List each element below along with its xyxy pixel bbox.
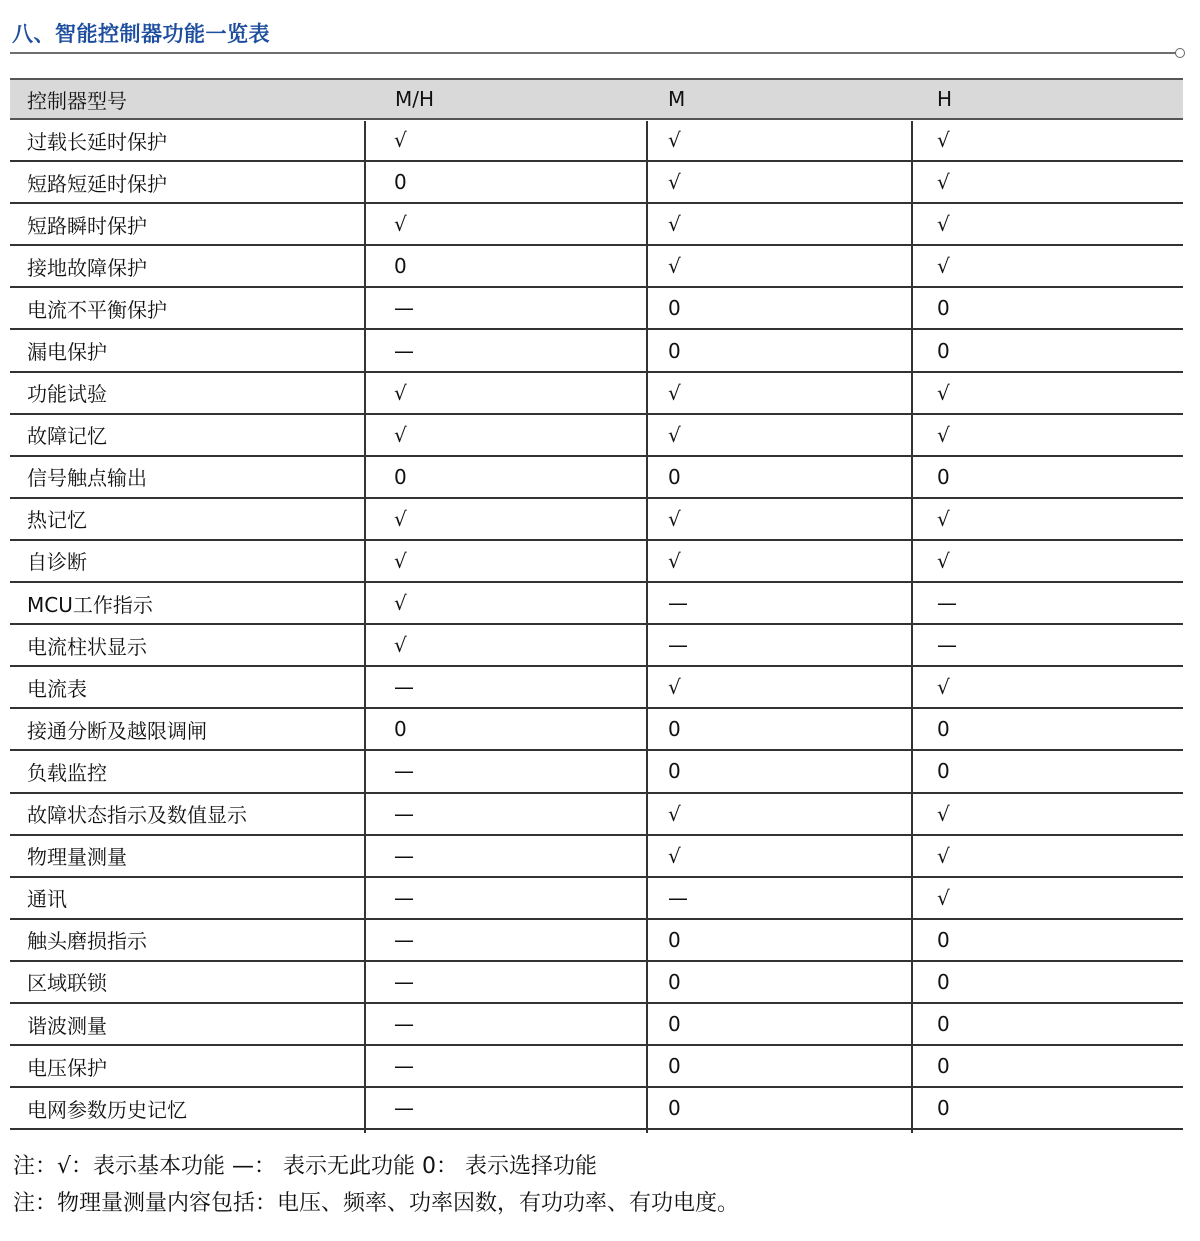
m-value: √: [668, 212, 681, 237]
mh-value: —: [394, 296, 414, 321]
feature-name: 过载长延时保护: [27, 129, 167, 154]
header-model: 控制器型号: [27, 88, 127, 113]
header-m: M: [668, 87, 686, 111]
feature-name: 短路短延时保护: [27, 171, 167, 196]
table-row: [10, 751, 1183, 793]
mh-value: 0: [394, 717, 407, 742]
mh-value: 0: [394, 254, 407, 279]
column-divider: [364, 121, 366, 1133]
m-value: 0: [668, 338, 681, 363]
mh-value: —: [394, 675, 414, 700]
m-value: √: [668, 675, 681, 700]
table-row: [10, 709, 1183, 751]
h-value: √: [937, 885, 950, 910]
h-value: 0: [937, 464, 950, 489]
feature-name: 物理量测量: [27, 845, 127, 870]
h-value: √: [937, 212, 950, 237]
m-value: √: [668, 506, 681, 531]
title-divider: [10, 52, 1176, 54]
mh-value: —: [394, 927, 414, 952]
feature-name: 接通分断及越限调闸: [27, 718, 207, 743]
mh-value: √: [394, 633, 407, 658]
table-row: [10, 625, 1183, 667]
feature-name: 触头磨损指示: [27, 929, 147, 954]
mh-value: —: [394, 1096, 414, 1121]
h-value: 0: [937, 338, 950, 363]
m-value: 0: [668, 969, 681, 994]
m-value: 0: [668, 464, 681, 489]
mh-value: √: [394, 422, 407, 447]
h-value: 0: [937, 1054, 950, 1079]
m-value: √: [668, 548, 681, 573]
feature-name: 电网参数历史记忆: [27, 1097, 187, 1122]
divider-end-circle-icon: [1175, 48, 1185, 58]
h-value: √: [937, 675, 950, 700]
table-row: [10, 415, 1183, 457]
m-value: √: [668, 254, 681, 279]
m-value: √: [668, 170, 681, 195]
measurement-note: 注：物理量测量内容包括：电压、频率、功率因数，有功功率、有功电度。: [13, 1191, 740, 1216]
h-value: √: [937, 801, 950, 826]
feature-name: 通讯: [27, 887, 67, 912]
table-row: [10, 1004, 1183, 1046]
table-row: [10, 541, 1183, 583]
m-value: 0: [668, 759, 681, 784]
mh-value: 0: [394, 464, 407, 489]
h-value: 0: [937, 927, 950, 952]
h-value: —: [937, 591, 957, 616]
table-row: [10, 330, 1183, 372]
mh-value: √: [394, 212, 407, 237]
m-value: 0: [668, 717, 681, 742]
header-mh: M/H: [395, 87, 435, 111]
table-row: [10, 162, 1183, 204]
h-value: √: [937, 506, 950, 531]
m-value: 0: [668, 1012, 681, 1037]
feature-name: 漏电保护: [27, 340, 107, 365]
feature-name: 故障状态指示及数值显示: [27, 803, 247, 828]
table-row: [10, 962, 1183, 1004]
mh-value: —: [394, 801, 414, 826]
table-row: [10, 204, 1183, 246]
m-value: 0: [668, 927, 681, 952]
h-value: 0: [937, 717, 950, 742]
mh-value: —: [394, 969, 414, 994]
feature-name: 区域联锁: [27, 971, 107, 996]
m-value: 0: [668, 1054, 681, 1079]
table-row: [10, 836, 1183, 878]
h-value: 0: [937, 759, 950, 784]
feature-name: 热记忆: [27, 508, 87, 533]
feature-name: 负载监控: [27, 760, 107, 785]
m-value: —: [668, 633, 688, 658]
h-value: —: [937, 633, 957, 658]
h-value: √: [937, 128, 950, 153]
table-row: [10, 373, 1183, 415]
mh-value: √: [394, 591, 407, 616]
table-row: [10, 120, 1183, 162]
m-value: —: [668, 591, 688, 616]
feature-name: 电流不平衡保护: [27, 297, 167, 322]
h-value: √: [937, 170, 950, 195]
feature-name: 电压保护: [27, 1055, 107, 1080]
feature-name: 短路瞬时保护: [27, 213, 147, 238]
feature-name: MCU工作指示: [27, 592, 153, 617]
h-value: √: [937, 254, 950, 279]
h-value: √: [937, 548, 950, 573]
page-title: 八、智能控制器功能一览表: [12, 22, 270, 46]
function-table: [10, 78, 1183, 1130]
h-value: 0: [937, 296, 950, 321]
feature-name: 电流柱状显示: [27, 634, 147, 659]
h-value: 0: [937, 969, 950, 994]
mh-value: —: [394, 1012, 414, 1037]
feature-name: 谐波测量: [27, 1013, 107, 1038]
m-value: √: [668, 843, 681, 868]
m-value: √: [668, 380, 681, 405]
mh-value: 0: [394, 170, 407, 195]
mh-value: —: [394, 1054, 414, 1079]
m-value: 0: [668, 296, 681, 321]
mh-value: —: [394, 885, 414, 910]
h-value: 0: [937, 1096, 950, 1121]
table-row: [10, 1046, 1183, 1088]
h-value: 0: [937, 1012, 950, 1037]
feature-name: 功能试验: [27, 382, 107, 407]
feature-name: 信号触点输出: [27, 466, 147, 491]
feature-name: 自诊断: [27, 550, 87, 575]
table-row: [10, 920, 1183, 962]
table-row: [10, 667, 1183, 709]
table-header-row: [10, 78, 1183, 120]
feature-name: 电流表: [27, 676, 87, 701]
table-row: [10, 583, 1183, 625]
table-row: [10, 794, 1183, 836]
column-divider: [911, 121, 913, 1133]
m-value: √: [668, 128, 681, 153]
column-divider: [646, 121, 648, 1133]
legend-note: 注：√：表示基本功能 —： 表示无此功能 0： 表示选择功能: [13, 1154, 597, 1179]
table-row: [10, 1088, 1183, 1130]
m-value: —: [668, 885, 688, 910]
h-value: √: [937, 843, 950, 868]
feature-name: 接地故障保护: [27, 255, 147, 280]
table-row: [10, 246, 1183, 288]
table-row: [10, 499, 1183, 541]
m-value: √: [668, 801, 681, 826]
table-row: [10, 288, 1183, 330]
header-h: H: [937, 87, 953, 111]
mh-value: √: [394, 548, 407, 573]
mh-value: —: [394, 338, 414, 363]
mh-value: √: [394, 128, 407, 153]
mh-value: —: [394, 843, 414, 868]
h-value: √: [937, 422, 950, 447]
mh-value: —: [394, 759, 414, 784]
mh-value: √: [394, 380, 407, 405]
h-value: √: [937, 380, 950, 405]
feature-name: 故障记忆: [27, 424, 107, 449]
m-value: √: [668, 422, 681, 447]
mh-value: √: [394, 506, 407, 531]
table-row: [10, 457, 1183, 499]
table-row: [10, 878, 1183, 920]
m-value: 0: [668, 1096, 681, 1121]
